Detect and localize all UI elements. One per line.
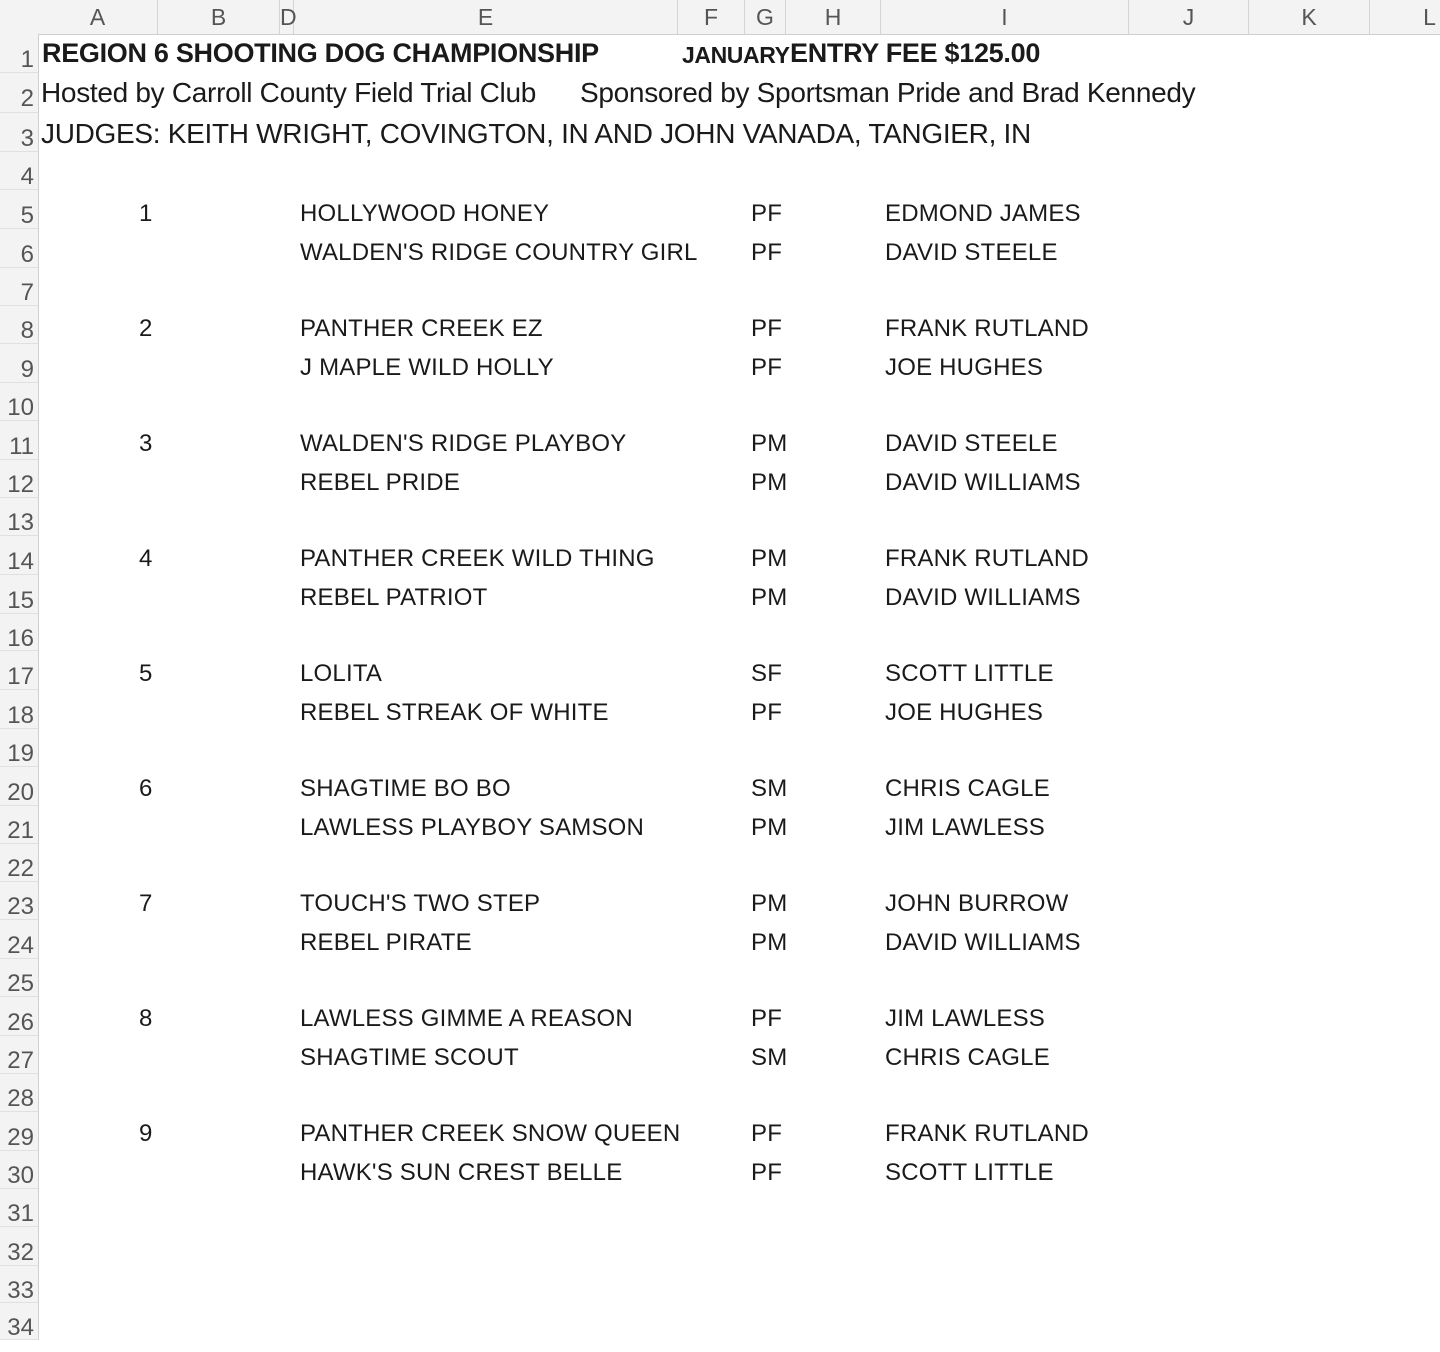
dog-class[interactable]: PM [751, 890, 788, 917]
brace-number[interactable]: 5 [139, 660, 153, 687]
dog-class[interactable]: SF [751, 660, 783, 687]
column-header-g[interactable]: G [745, 0, 786, 34]
row-header-6[interactable]: 6 [0, 229, 38, 268]
handler-name[interactable]: JOE HUGHES [885, 699, 1044, 726]
row-header-31[interactable]: 31 [0, 1189, 38, 1227]
row-header-16[interactable]: 16 [0, 614, 38, 651]
dog-name[interactable]: REBEL PATRIOT [300, 584, 488, 611]
dog-name[interactable]: PANTHER CREEK SNOW QUEEN [300, 1120, 681, 1147]
row-header-bar [0, 34, 39, 1340]
row-header-17[interactable]: 17 [0, 651, 38, 690]
column-header-e[interactable]: E [294, 0, 678, 34]
handler-name[interactable]: FRANK RUTLAND [885, 315, 1089, 342]
row-header-26[interactable]: 26 [0, 997, 38, 1036]
cell-E2-sponsor[interactable]: Sponsored by Sportsman Pride and Brad Kennedy [580, 77, 1196, 108]
row-header-8[interactable]: 8 [0, 306, 38, 344]
cell-H1-entry-fee[interactable]: ENTRY FEE $125.00 [790, 38, 1041, 68]
dog-name[interactable]: SHAGTIME SCOUT [300, 1044, 519, 1071]
handler-name[interactable]: SCOTT LITTLE [885, 660, 1054, 687]
row-header-12[interactable]: 12 [0, 460, 38, 498]
column-header-bar [0, 0, 1440, 35]
dog-class[interactable]: PF [751, 239, 783, 266]
handler-name[interactable]: DAVID STEELE [885, 239, 1058, 266]
dog-name[interactable]: WALDEN'S RIDGE PLAYBOY [300, 430, 627, 457]
row-header-32[interactable]: 32 [0, 1227, 38, 1266]
handler-name[interactable]: DAVID WILLIAMS [885, 929, 1081, 956]
row-header-2[interactable]: 2 [0, 73, 38, 113]
row-header-7[interactable]: 7 [0, 268, 38, 306]
dog-class[interactable]: PF [751, 1159, 783, 1186]
row-header-9[interactable]: 9 [0, 344, 38, 383]
column-header-b[interactable]: B [158, 0, 280, 34]
row-header-4[interactable]: 4 [0, 152, 38, 190]
handler-name[interactable]: JIM LAWLESS [885, 1005, 1046, 1032]
row-header-11[interactable]: 11 [0, 421, 38, 460]
row-header-23[interactable]: 23 [0, 882, 38, 920]
dog-class[interactable]: PM [751, 584, 788, 611]
dog-name[interactable]: REBEL STREAK OF WHITE [300, 699, 609, 726]
row-header-33[interactable]: 33 [0, 1266, 38, 1303]
brace-number[interactable]: 6 [139, 775, 153, 802]
dog-name[interactable]: REBEL PRIDE [300, 469, 461, 496]
cell-F1-month[interactable]: JANUARY [682, 42, 790, 68]
row-header-24[interactable]: 24 [0, 920, 38, 959]
dog-name[interactable]: HOLLYWOOD HONEY [300, 200, 550, 227]
dog-class[interactable]: PM [751, 814, 788, 841]
row-header-15[interactable]: 15 [0, 575, 38, 614]
handler-name[interactable]: CHRIS CAGLE [885, 1044, 1050, 1071]
dog-name[interactable]: HAWK'S SUN CREST BELLE [300, 1159, 623, 1186]
row-header-22[interactable]: 22 [0, 844, 38, 882]
row-header-10[interactable]: 10 [0, 383, 38, 421]
brace-number[interactable]: 1 [139, 200, 153, 227]
row-header-3[interactable]: 3 [0, 113, 38, 152]
dog-class[interactable]: PM [751, 430, 788, 457]
brace-number[interactable]: 7 [139, 890, 153, 917]
dog-class[interactable]: PM [751, 929, 788, 956]
brace-number[interactable]: 3 [139, 430, 153, 457]
handler-name[interactable]: DAVID STEELE [885, 430, 1058, 457]
column-header-a[interactable]: A [38, 0, 158, 34]
column-header-f[interactable]: F [678, 0, 745, 34]
brace-number[interactable]: 9 [139, 1120, 153, 1147]
dog-name[interactable]: TOUCH'S TWO STEP [300, 890, 541, 917]
dog-class[interactable]: PF [751, 699, 783, 726]
dog-name[interactable]: LAWLESS GIMME A REASON [300, 1005, 633, 1032]
dog-class[interactable]: PF [751, 354, 783, 381]
dog-class[interactable]: PF [751, 200, 783, 227]
dog-name[interactable]: LOLITA [300, 660, 383, 687]
cell-A2-host[interactable]: Hosted by Carroll County Field Trial Club [41, 77, 537, 108]
column-header-l[interactable]: L [1370, 0, 1440, 34]
dog-name[interactable]: WALDEN'S RIDGE COUNTRY GIRL [300, 239, 698, 266]
brace-number[interactable]: 4 [139, 545, 153, 572]
row-header-14[interactable]: 14 [0, 536, 38, 575]
dog-name[interactable]: J MAPLE WILD HOLLY [300, 354, 554, 381]
dog-class[interactable]: SM [751, 1044, 788, 1071]
handler-name[interactable]: DAVID WILLIAMS [885, 584, 1081, 611]
column-header-j[interactable]: J [1129, 0, 1249, 34]
row-header-5[interactable]: 5 [0, 190, 38, 229]
handler-name[interactable]: JOHN BURROW [885, 890, 1069, 917]
dog-class[interactable]: PF [751, 1120, 783, 1147]
row-header-1[interactable]: 1 [0, 34, 38, 73]
handler-name[interactable]: JIM LAWLESS [885, 814, 1046, 841]
dog-class[interactable]: PF [751, 1005, 783, 1032]
row-header-13[interactable]: 13 [0, 498, 38, 536]
dog-name[interactable]: PANTHER CREEK WILD THING [300, 545, 655, 572]
row-header-34[interactable]: 34 [0, 1303, 38, 1340]
dog-name[interactable]: SHAGTIME BO BO [300, 775, 511, 802]
row-header-18[interactable]: 18 [0, 690, 38, 729]
cell-grid [38, 34, 1440, 1340]
dog-name[interactable]: PANTHER CREEK EZ [300, 315, 543, 342]
handler-name[interactable]: JOE HUGHES [885, 354, 1044, 381]
handler-name[interactable]: FRANK RUTLAND [885, 545, 1089, 572]
handler-name[interactable]: EDMOND JAMES [885, 200, 1081, 227]
brace-number[interactable]: 2 [139, 315, 153, 342]
dog-class[interactable]: PM [751, 545, 788, 572]
brace-number[interactable]: 8 [139, 1005, 153, 1032]
row-header-21[interactable]: 21 [0, 806, 38, 844]
handler-name[interactable]: CHRIS CAGLE [885, 775, 1050, 802]
row-header-28[interactable]: 28 [0, 1074, 38, 1112]
row-header-27[interactable]: 27 [0, 1036, 38, 1074]
cell-A3-judges[interactable]: JUDGES: KEITH WRIGHT, COVINGTON, IN AND JOHN VANADA, TANGIER, IN [41, 118, 1031, 149]
column-header-k[interactable]: K [1249, 0, 1370, 34]
dog-class[interactable]: PM [751, 469, 788, 496]
handler-name[interactable]: FRANK RUTLAND [885, 1120, 1089, 1147]
column-header-d[interactable]: D [280, 0, 294, 34]
row-header-20[interactable]: 20 [0, 767, 38, 806]
dog-name[interactable]: REBEL PIRATE [300, 929, 472, 956]
handler-name[interactable]: SCOTT LITTLE [885, 1159, 1054, 1186]
cell-A1-title[interactable]: REGION 6 SHOOTING DOG CHAMPIONSHIP [42, 38, 599, 68]
dog-class[interactable]: PF [751, 315, 783, 342]
row-header-25[interactable]: 25 [0, 959, 38, 997]
row-header-19[interactable]: 19 [0, 729, 38, 767]
column-header-i[interactable]: I [881, 0, 1129, 34]
row-header-30[interactable]: 30 [0, 1151, 38, 1189]
handler-name[interactable]: DAVID WILLIAMS [885, 469, 1081, 496]
dog-class[interactable]: SM [751, 775, 788, 802]
column-header-h[interactable]: H [786, 0, 881, 34]
dog-name[interactable]: LAWLESS PLAYBOY SAMSON [300, 814, 645, 841]
row-header-29[interactable]: 29 [0, 1112, 38, 1151]
